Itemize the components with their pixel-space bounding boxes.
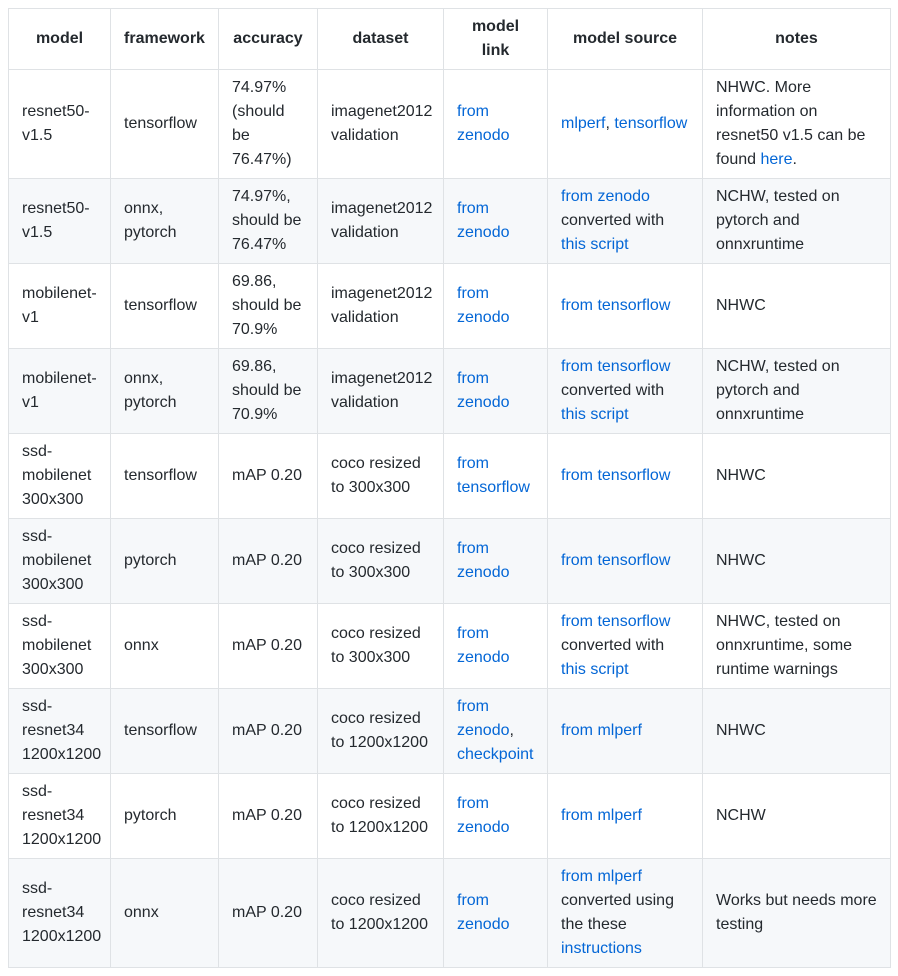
cell-text: coco resized to 300x300	[331, 540, 421, 581]
table-row	[9, 689, 891, 774]
cell-model_link	[444, 689, 548, 774]
cell-model_link	[444, 70, 548, 179]
column-header-model_link: model link	[444, 9, 548, 70]
cell-text: pytorch	[124, 552, 177, 569]
table-row	[9, 519, 891, 604]
cell-text: NHWC	[716, 722, 766, 739]
link-from-tensorflow[interactable]: from tensorflow	[457, 455, 530, 496]
link-instructions[interactable]: instructions	[561, 940, 642, 957]
cell-model_source	[548, 859, 703, 968]
cell-text: onnx, pytorch	[124, 200, 177, 241]
cell-framework	[111, 604, 219, 689]
link-from-zenodo[interactable]: from zenodo	[457, 540, 510, 581]
link-tensorflow[interactable]: tensorflow	[614, 115, 688, 132]
cell-text: 74.97% (should be 76.47%)	[232, 79, 292, 168]
cell-text: mAP 0.20	[232, 552, 302, 569]
table-row	[9, 264, 891, 349]
cell-model_source	[548, 519, 703, 604]
cell-accuracy	[219, 179, 318, 264]
cell-dataset	[318, 349, 444, 434]
cell-notes	[703, 264, 891, 349]
cell-framework	[111, 774, 219, 859]
cell-accuracy	[219, 264, 318, 349]
cell-text: imagenet2012 validation	[331, 285, 433, 326]
cell-text: onnx	[124, 904, 159, 921]
link-from-zenodo[interactable]: from zenodo	[457, 285, 510, 326]
cell-text: mAP 0.20	[232, 904, 302, 921]
cell-text: NHWC	[716, 552, 766, 569]
cell-notes	[703, 349, 891, 434]
cell-text: NHWC, tested on onnxruntime, some runtime warnings	[716, 613, 853, 678]
cell-accuracy	[219, 519, 318, 604]
cell-text: imagenet2012 validation	[331, 370, 433, 411]
cell-model	[9, 774, 111, 859]
cell-framework	[111, 434, 219, 519]
cell-accuracy	[219, 70, 318, 179]
link-from-zenodo[interactable]: from zenodo	[561, 188, 650, 205]
cell-text: NHWC	[716, 467, 766, 484]
cell-model_source	[548, 774, 703, 859]
cell-text: ssd-mobilenet 300x300	[22, 613, 92, 678]
cell-model_link	[444, 519, 548, 604]
link-this-script[interactable]: this script	[561, 236, 629, 253]
link-from-zenodo[interactable]: from zenodo	[457, 200, 510, 241]
cell-text: ,	[605, 115, 615, 132]
column-header-dataset: dataset	[318, 9, 444, 70]
cell-notes	[703, 604, 891, 689]
table-header-row	[9, 9, 891, 70]
cell-dataset	[318, 604, 444, 689]
cell-text: imagenet2012 validation	[331, 200, 433, 241]
cell-framework	[111, 349, 219, 434]
link-checkpoint[interactable]: checkpoint	[457, 746, 534, 763]
table-row	[9, 70, 891, 179]
cell-text: tensorflow	[124, 722, 197, 739]
cell-model	[9, 264, 111, 349]
cell-text: mAP 0.20	[232, 637, 302, 654]
link-mlperf[interactable]: mlperf	[561, 115, 606, 132]
cell-text: ,	[509, 722, 514, 739]
table-body	[9, 70, 891, 968]
column-header-accuracy: accuracy	[219, 9, 318, 70]
link-from-zenodo[interactable]: from zenodo	[457, 795, 510, 836]
cell-accuracy	[219, 859, 318, 968]
cell-text: NHWC	[716, 297, 766, 314]
cell-text: converted using the these	[561, 892, 674, 933]
cell-text: resnet50-v1.5	[22, 200, 90, 241]
table-row	[9, 604, 891, 689]
cell-notes	[703, 859, 891, 968]
cell-model	[9, 70, 111, 179]
cell-model	[9, 434, 111, 519]
cell-text: coco resized to 1200x1200	[331, 710, 428, 751]
link-from-zenodo[interactable]: from zenodo	[457, 103, 510, 144]
cell-model_source	[548, 264, 703, 349]
cell-text: converted with	[561, 637, 665, 654]
cell-text: tensorflow	[124, 467, 197, 484]
cell-text: coco resized to 300x300	[331, 455, 421, 496]
cell-text: converted with	[561, 382, 665, 399]
cell-notes	[703, 179, 891, 264]
cell-text: coco resized to 1200x1200	[331, 795, 428, 836]
link-from-mlperf[interactable]: from mlperf	[561, 868, 642, 885]
cell-dataset	[318, 434, 444, 519]
cell-text: ssd-resnet34 1200x1200	[22, 880, 102, 945]
cell-text: ssd-mobilenet 300x300	[22, 528, 92, 593]
cell-dataset	[318, 179, 444, 264]
cell-text: mAP 0.20	[232, 722, 302, 739]
cell-framework	[111, 519, 219, 604]
cell-text: NCHW	[716, 807, 766, 824]
cell-model_link	[444, 349, 548, 434]
table-row	[9, 179, 891, 264]
cell-text: tensorflow	[124, 297, 197, 314]
cell-text: NCHW, tested on pytorch and onnxruntime	[716, 188, 840, 253]
cell-text: pytorch	[124, 807, 177, 824]
cell-text: 69.86, should be 70.9%	[232, 358, 302, 423]
cell-accuracy	[219, 774, 318, 859]
link-from-mlperf[interactable]: from mlperf	[561, 722, 642, 739]
cell-model	[9, 604, 111, 689]
link-from-zenodo[interactable]: from zenodo	[457, 698, 510, 739]
link-from-mlperf[interactable]: from mlperf	[561, 807, 642, 824]
link-this-script[interactable]: this script	[561, 661, 629, 678]
cell-dataset	[318, 264, 444, 349]
link-from-tensorflow[interactable]: from tensorflow	[561, 613, 671, 630]
table-head	[9, 9, 891, 70]
cell-text: NHWC. More information on resnet50 v1.5 can be found	[716, 79, 866, 168]
cell-notes	[703, 689, 891, 774]
cell-text: mobilenet-v1	[22, 285, 97, 326]
cell-model	[9, 349, 111, 434]
cell-text: ssd-resnet34 1200x1200	[22, 783, 102, 848]
cell-model_source	[548, 434, 703, 519]
cell-text: onnx	[124, 637, 159, 654]
cell-text: imagenet2012 validation	[331, 103, 433, 144]
cell-model_link	[444, 179, 548, 264]
cell-text: Works but needs more testing	[716, 892, 877, 933]
column-header-framework: framework	[111, 9, 219, 70]
cell-accuracy	[219, 434, 318, 519]
cell-model_source	[548, 70, 703, 179]
cell-text: 74.97%, should be 76.47%	[232, 188, 302, 253]
cell-text: ssd-resnet34 1200x1200	[22, 698, 102, 763]
cell-framework	[111, 179, 219, 264]
cell-framework	[111, 264, 219, 349]
cell-model	[9, 689, 111, 774]
cell-text: tensorflow	[124, 115, 197, 132]
cell-dataset	[318, 519, 444, 604]
column-header-model: model	[9, 9, 111, 70]
cell-notes	[703, 519, 891, 604]
cell-notes	[703, 434, 891, 519]
cell-model_source	[548, 349, 703, 434]
document-body	[8, 8, 890, 968]
table-row	[9, 774, 891, 859]
cell-dataset	[318, 774, 444, 859]
column-header-model_source: model source	[548, 9, 703, 70]
table-row	[9, 859, 891, 968]
cell-model_link	[444, 859, 548, 968]
cell-model_source	[548, 689, 703, 774]
cell-text: resnet50-v1.5	[22, 103, 90, 144]
cell-model_source	[548, 604, 703, 689]
table-row	[9, 349, 891, 434]
cell-dataset	[318, 859, 444, 968]
cell-text: mAP 0.20	[232, 807, 302, 824]
table-row	[9, 434, 891, 519]
cell-model	[9, 859, 111, 968]
cell-dataset	[318, 70, 444, 179]
cell-text: .	[792, 151, 797, 168]
cell-accuracy	[219, 349, 318, 434]
cell-text: mobilenet-v1	[22, 370, 97, 411]
cell-text: onnx, pytorch	[124, 370, 177, 411]
link-from-zenodo[interactable]: from zenodo	[457, 892, 510, 933]
cell-dataset	[318, 689, 444, 774]
link-from-tensorflow[interactable]: from tensorflow	[561, 467, 671, 484]
cell-model_link	[444, 434, 548, 519]
cell-framework	[111, 70, 219, 179]
cell-accuracy	[219, 604, 318, 689]
cell-text: converted with	[561, 212, 665, 229]
cell-model_link	[444, 774, 548, 859]
column-header-notes: notes	[703, 9, 891, 70]
models-table	[8, 8, 891, 968]
cell-accuracy	[219, 689, 318, 774]
cell-framework	[111, 689, 219, 774]
cell-text: ssd-mobilenet 300x300	[22, 443, 92, 508]
cell-model_link	[444, 604, 548, 689]
cell-text: mAP 0.20	[232, 467, 302, 484]
link-from-tensorflow[interactable]: from tensorflow	[561, 297, 671, 314]
link-from-zenodo[interactable]: from zenodo	[457, 370, 510, 411]
link-from-tensorflow[interactable]: from tensorflow	[561, 552, 671, 569]
cell-text: coco resized to 1200x1200	[331, 892, 428, 933]
cell-text: 69.86, should be 70.9%	[232, 273, 302, 338]
cell-notes	[703, 70, 891, 179]
link-here[interactable]: here	[760, 151, 793, 168]
cell-model_link	[444, 264, 548, 349]
cell-model_source	[548, 179, 703, 264]
cell-model	[9, 519, 111, 604]
link-from-zenodo[interactable]: from zenodo	[457, 625, 510, 666]
cell-notes	[703, 774, 891, 859]
link-this-script[interactable]: this script	[561, 406, 629, 423]
cell-framework	[111, 859, 219, 968]
cell-text: coco resized to 300x300	[331, 625, 421, 666]
link-from-tensorflow[interactable]: from tensorflow	[561, 358, 671, 375]
cell-text: NCHW, tested on pytorch and onnxruntime	[716, 358, 840, 423]
cell-model	[9, 179, 111, 264]
